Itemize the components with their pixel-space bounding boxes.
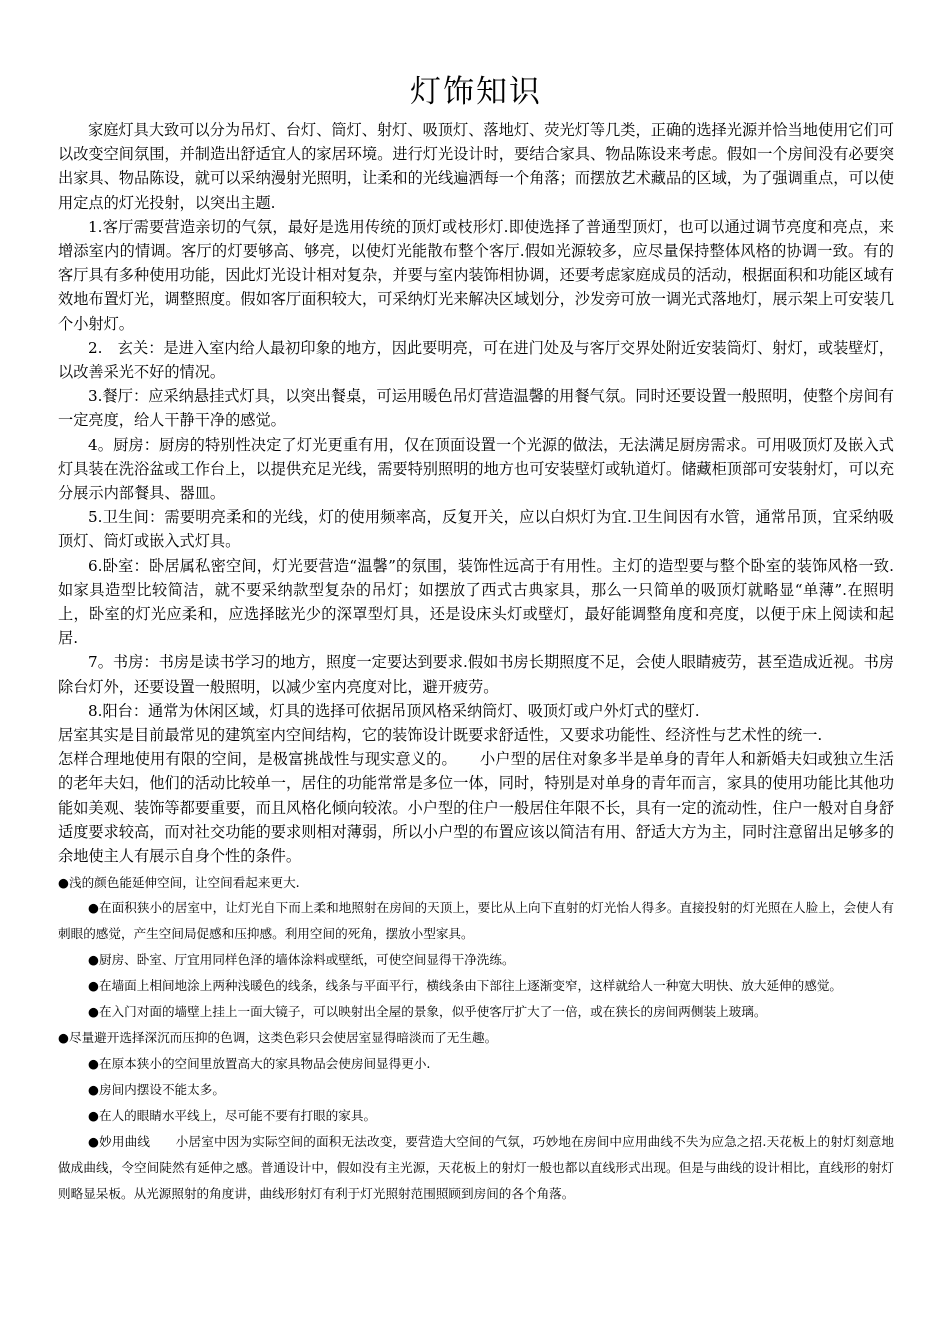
paragraph-bathroom: 5.卫生间：需要明亮柔和的光线，灯的使用频率高，反复开关，应以白炽灯为宜.卫生间因有水管，通常吊顶，宜采纳吸顶灯、筒灯或嵌入式灯具。 [58, 508, 894, 551]
tip-item: ●房间内摆设不能太多。 [88, 1082, 225, 1098]
paragraph-balcony: 8.阳台：通常为休闲区域，灯具的选择可依据吊顶风格采纳筒灯、吸顶灯或户外灯式的壁灯. [88, 701, 700, 720]
tip-item: ●妙用曲线 小居室中因为实际空间的面积无法改变，要营造大空间的气氛，巧妙地在房间中应用曲线不失为应急之招.天花板上的射灯刻意地做成曲线，令空间陡然有延伸之感。普通设计中，假如没有主光源，天花板上的射灯一般也都以直线形式出现。但是与曲线的设计相比，直线形的射灯则略显呆板。从光源照射的角度讲，曲线形射灯有利于灯光照射范围照顾到房间的各个角落。 [58, 1134, 894, 1202]
tip-item: ●在原本狭小的空间里放置高大的家具物品会使房间显得更小. [88, 1056, 431, 1072]
main-text [58, 118, 894, 868]
paragraph-kitchen: 4。厨房：厨房的特别性决定了灯光更重有用，仅在顶面设置一个光源的做法，无法满足厨房需求。可用吸顶灯及嵌入式灯具装在洗浴盆或工作台上，以提供充足光线，需要特别照明的地方也可安装壁灯或轨道灯。储藏柜顶部可安装射灯，可以充分展示内部餐具、器皿。 [58, 435, 894, 503]
intro-paragraph: 家庭灯具大致可以分为吊灯、台灯、筒灯、射灯、吸顶灯、落地灯、荧光灯等几类，正确的选择光源并恰当地使用它们可以改变空间氛围，并制造出舒适宜人的家居环境。进行灯光设计时，要结合家具、物品陈设来考虑。假如一个房间没有必要突出家具、物品陈设，就可以采纳漫射光照明，让柔和的光线遍洒每一个角落；而摆放艺术藏品的区域，为了强调重点，可以使用定点的灯光投射，以突出主题. [58, 121, 894, 212]
paragraph-study: 7。书房：书房是读书学习的地方，照度一定要达到要求.假如书房长期照度不足，会使人眼睛疲劳，甚至造成近视。书房除台灯外，还要设置一般照明，以减少室内亮度对比，避开疲劳。 [58, 653, 894, 696]
paragraph-residence: 居室其实是目前最常见的建筑室内空间结构，它的装饰设计既要求舒适性，又要求功能性、经济性与艺术性的统一. [58, 726, 823, 745]
tip-item: ●在墙面上相间地涂上两种浅暖色的线条，线条与平面平行，横线条由下部往上逐渐变窄，这样就给人一种宽大明快、放大延伸的感觉。 [88, 978, 843, 994]
document-page [58, 70, 894, 1207]
paragraph-small-apartment: 怎样合理地使用有限的空间，是极富挑战性与现实意义的。 小户型的居住对象多半是单身的青年人和新婚夫妇或独立生活的老年夫妇，他们的活动比较单一，居住的功能常常是多位一体，同时，特别是对单身的青年而言，家具的使用功能比其他功能如美观、装饰等都要重要，而且风格化倾向较浓。小户型的住户一般居住年限不长，具有一定的流动性，住户一般对自身舒适度要求较高，而对社交功能的要求则相对薄弱，所以小户型的布置应该以简洁有用、舒适大方为主，同时注意留出足够多的余地使主人有展示自身个性的条件。 [58, 750, 894, 866]
tip-item: ●在面积狭小的居室中，让灯光自下而上柔和地照射在房间的天顶上，要比从上向下直射的灯光怡人得多。直接投射的灯光照在人脸上，会使人有刺眼的感觉，产生空间局促感和压抑感。利用空间的死角，摆放小型家具。 [58, 900, 894, 942]
paragraph-living-room: 1.客厅需要营造亲切的气氛，最好是选用传统的顶灯或枝形灯.即使选择了普通型顶灯，也可以通过调节亮度和亮点，来增添室内的情调。客厅的灯要够高、够亮，以使灯光能散布整个客厅.假如光源较多，应尽量保持整体风格的协调一致。有的客厅具有多种使用功能，因此灯光设计相对复杂，并要与室内装饰相协调，还要考虑家庭成员的活动，根据面积和功能区域有效地布置灯光，调整照度。假如客厅面积较大，可采纳灯光来解决区域划分，沙发旁可放一调光式落地灯，展示架上可安装几个小射灯。 [58, 217, 894, 333]
tip-item: ●在人的眼睛水平线上，尽可能不要有打眼的家具。 [88, 1108, 377, 1124]
tip-item: ●在入门对面的墙壁上挂上一面大镜子，可以映射出全屋的景象，似乎使客厅扩大了一倍，或在狭长的房间两侧装上玻璃。 [88, 1004, 767, 1020]
page-title: 灯饰知识 [410, 74, 542, 110]
tips-list [58, 870, 894, 1207]
paragraph-dining-room: 3.餐厅：应采纳悬挂式灯具，以突出餐桌，可运用暖色吊灯营造温馨的用餐气氛。同时还要设置一般照明，使整个房间有一定亮度，给人干静干净的感觉。 [58, 387, 894, 430]
tip-item: ●厨房、卧室、厅宜用同样色泽的墙体涂料或壁纸，可使空间显得干净洗练。 [88, 952, 515, 968]
paragraph-bedroom: 6.卧室：卧居属私密空间，灯光要营造“温馨”的氛围，装饰性远高于有用性。主灯的造型要与整个卧室的装饰风格一致.如家具造型比较简洁，就不要采纳款型复杂的吊灯；如摆放了西式古典家具，那么一只简单的吸顶灯就略显“单薄”.在照明上，卧室的灯光应柔和，应选择眩光少的深罩型灯具，还是设床头灯或壁灯，最好能调整角度和亮度，以便于床上阅读和起居. [58, 556, 894, 648]
tip-item: ●浅的颜色能延伸空间，让空间看起来更大. [58, 875, 300, 891]
tip-item: ●尽量避开选择深沉而压抑的色调，这类色彩只会使居室显得暗淡而了无生趣。 [58, 1030, 498, 1046]
paragraph-entrance: 2. 玄关：是进入室内给人最初印象的地方，因此要明亮，可在进门处及与客厅交界处附近安装筒灯、射灯，或装壁灯，以改善采光不好的情况。 [58, 338, 894, 382]
